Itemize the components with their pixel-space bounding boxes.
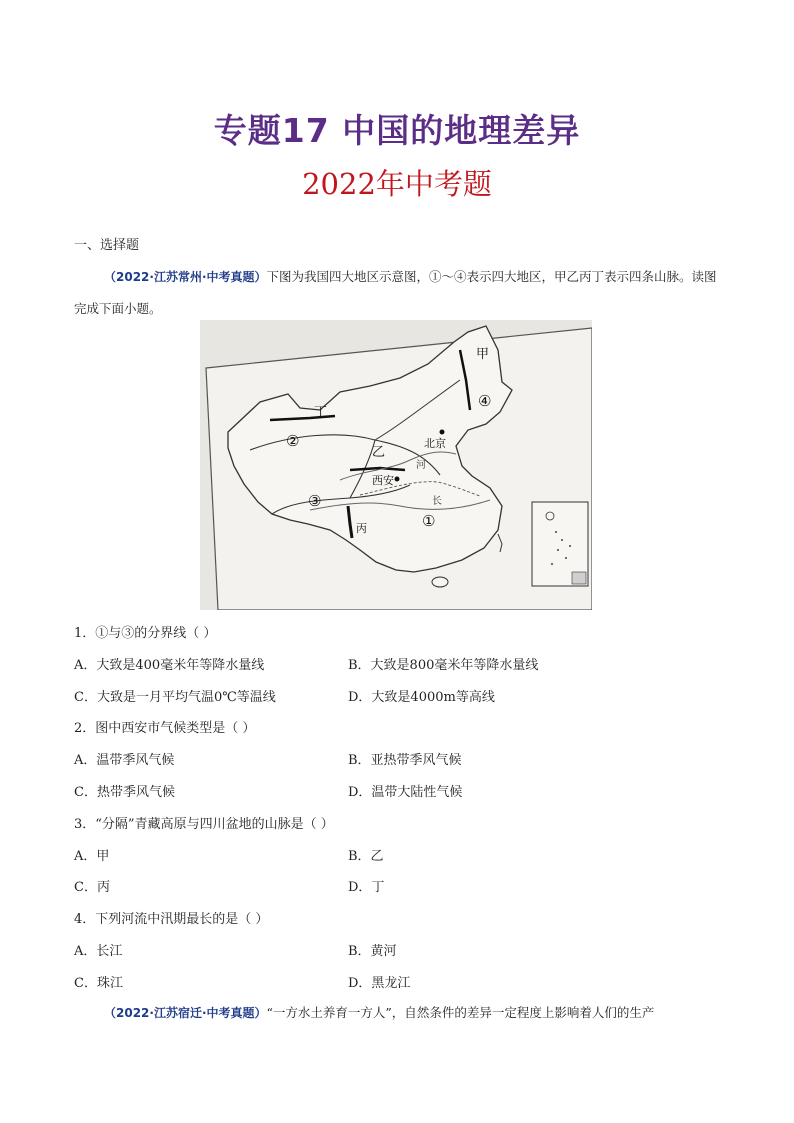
option-d[interactable]: D．温带大陆性气候 — [348, 785, 463, 800]
intro-text: “一方水土养育一方人”，自然条件的差异一定程度上影响着人们的生产 — [266, 1005, 655, 1020]
map-label-he: 河 — [416, 460, 426, 471]
option-c[interactable]: C．丙 — [74, 880, 110, 895]
intro-text: 下图为我国四大地区示意图，①～④表示四大地区，甲乙丙丁表示四条山脉。读图完成下面小题。 — [74, 269, 717, 316]
question-stem: 1．①与③的分界线（ ） — [74, 626, 217, 641]
map-label-region-1: ① — [422, 512, 436, 530]
option-b[interactable]: B．亚热带季风气候 — [348, 753, 462, 768]
map-label-beijing: 北京 — [424, 437, 446, 450]
option-b[interactable]: B．大致是800毫米年等降水量线 — [348, 658, 539, 673]
question-stem: 2．图中西安市气候类型是（ ） — [74, 721, 256, 736]
map-label-region-3: ③ — [308, 492, 322, 510]
map-label-region-2: ② — [286, 432, 300, 450]
map-label-chang: 长 — [432, 496, 442, 507]
map-label-ding: 丁 — [314, 405, 328, 420]
option-a[interactable]: A．长江 — [74, 944, 123, 959]
option-c[interactable]: C．热带季风气候 — [74, 785, 175, 800]
option-d[interactable]: D．大致是4000m等高线 — [348, 690, 495, 705]
map-label-xian: 西安 — [372, 474, 394, 487]
map-label-jia: 甲 — [476, 347, 490, 362]
option-a[interactable]: A．温带季风气候 — [74, 753, 175, 768]
option-a[interactable]: A．甲 — [74, 849, 110, 864]
question-intro — [74, 261, 724, 324]
question-stem: 4．下列河流中汛期最长的是（ ） — [74, 912, 269, 927]
question-intro — [74, 1003, 724, 1021]
china-regions-map — [200, 320, 592, 610]
question-stem: 3．“分隔”青藏高原与四川盆地的山脉是（ ） — [74, 817, 334, 832]
question-source: （2022·江苏常州·中考真题） — [104, 270, 267, 284]
map-label-bing: 丙 — [356, 522, 367, 535]
option-a[interactable]: A．大致是400毫米年等降水量线 — [74, 658, 265, 673]
option-c[interactable]: C．大致是一月平均气温0℃等温线 — [74, 690, 276, 705]
map-label-yi: 乙 — [372, 445, 386, 460]
map-label-region-4: ④ — [478, 392, 492, 410]
section-heading: 一、选择题 — [74, 238, 140, 253]
option-d[interactable]: D．丁 — [348, 880, 385, 895]
question-source: （2022·江苏宿迁·中考真题） — [104, 1006, 267, 1020]
option-d[interactable]: D．黑龙江 — [348, 976, 411, 991]
option-c[interactable]: C．珠江 — [74, 976, 123, 991]
page-title: 专题17 中国的地理差异 — [213, 111, 581, 150]
option-b[interactable]: B．黄河 — [348, 944, 397, 959]
option-b[interactable]: B．乙 — [348, 849, 384, 864]
page-subtitle: 2022年中考题 — [302, 167, 492, 201]
